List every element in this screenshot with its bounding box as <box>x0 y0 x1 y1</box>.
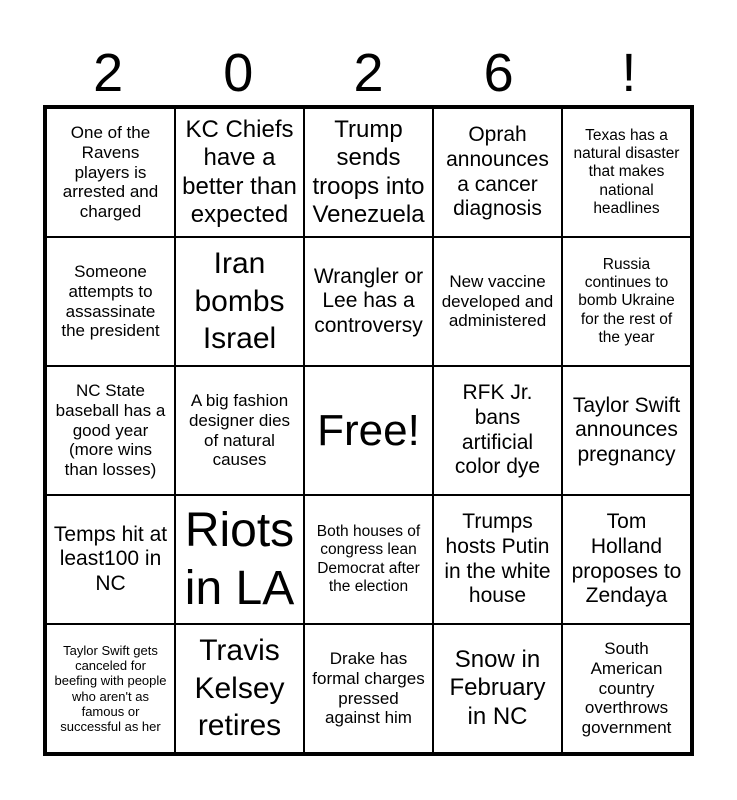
cell-text: Riots in LA <box>184 503 295 615</box>
bingo-cell-r3c5[interactable] <box>562 366 691 495</box>
bingo-cell-r4c5[interactable] <box>562 495 691 624</box>
cell-text: Oprah announces a cancer diagnosis <box>446 123 549 221</box>
cell-text: A big fashion designer dies of natural causes <box>188 390 291 470</box>
bingo-cell-r4c3[interactable] <box>304 495 433 624</box>
header-letter-2: 0 <box>223 43 254 103</box>
header-letter-3: 2 <box>353 43 384 103</box>
bingo-cell-r1c4[interactable] <box>433 108 562 237</box>
cell-text: Taylor Swift announces pregnancy <box>572 393 681 466</box>
bingo-board <box>43 105 694 756</box>
bingo-cell-r4c4[interactable] <box>433 495 562 624</box>
cell-text: Russia continues to bomb Ukraine for the rest of the year <box>578 256 675 346</box>
bingo-cell-r5c5[interactable] <box>562 624 691 753</box>
free-space-text: Free! <box>317 405 420 455</box>
cell-text: Someone attempts to assassinate the president <box>61 261 160 341</box>
bingo-cell-r5c4[interactable] <box>433 624 562 753</box>
cell-text: Taylor Swift gets canceled for beefing with people who aren't as famous or successful as her <box>54 642 167 734</box>
bingo-cell-r2c5[interactable] <box>562 237 691 366</box>
cell-text: KC Chiefs have a better than expected <box>182 116 297 228</box>
bingo-cell-r1c2[interactable] <box>175 108 304 237</box>
bingo-cell-r1c5[interactable] <box>562 108 691 237</box>
cell-text: Snow in February in NC <box>449 646 546 730</box>
cell-text: Drake has formal charges pressed against him <box>312 648 425 728</box>
bingo-cell-r4c2[interactable] <box>175 495 304 624</box>
cell-text: New vaccine developed and administered <box>441 271 554 331</box>
cell-text: Both houses of congress lean Democrat after the election <box>316 523 421 595</box>
bingo-cell-r2c3[interactable] <box>304 237 433 366</box>
cell-text: Travis Kelsey retires <box>194 634 285 743</box>
header-letter-1: 2 <box>93 43 124 103</box>
cell-text: Texas has a natural disaster that makes national headlines <box>573 127 680 217</box>
bingo-cell-r3c2[interactable] <box>175 366 304 495</box>
cell-text: South American country overthrows government <box>581 638 672 738</box>
cell-text: Tom Holland proposes to Zendaya <box>571 510 682 608</box>
bingo-cell-r5c3[interactable] <box>304 624 433 753</box>
cell-text: RFK Jr. bans artificial color dye <box>454 381 541 479</box>
bingo-cell-r2c2[interactable] <box>175 237 304 366</box>
cell-text: Trump sends troops into Venezuela <box>312 116 425 228</box>
cell-text: Iran bombs Israel <box>194 247 285 356</box>
header-letter-4: 6 <box>483 43 514 103</box>
bingo-cell-r1c3[interactable] <box>304 108 433 237</box>
bingo-cell-free[interactable] <box>304 366 433 495</box>
bingo-header <box>43 40 694 106</box>
cell-text: Trumps hosts Putin in the white house <box>444 510 551 608</box>
cell-text: Temps hit at least100 in NC <box>53 522 168 595</box>
cell-text: Wrangler or Lee has a controversy <box>313 264 424 337</box>
bingo-cell-r3c1[interactable] <box>46 366 175 495</box>
bingo-cell-r5c1[interactable] <box>46 624 175 753</box>
cell-text: One of the Ravens players is arrested and charged <box>62 122 159 222</box>
bingo-cell-r1c1[interactable] <box>46 108 175 237</box>
bingo-cell-r3c4[interactable] <box>433 366 562 495</box>
cell-text: NC State baseball has a good year (more wins than losses) <box>55 380 166 480</box>
bingo-cell-r2c1[interactable] <box>46 237 175 366</box>
bingo-cell-r2c4[interactable] <box>433 237 562 366</box>
bingo-cell-r5c2[interactable] <box>175 624 304 753</box>
header-letter-5: ! <box>621 43 637 103</box>
bingo-cell-r4c1[interactable] <box>46 495 175 624</box>
